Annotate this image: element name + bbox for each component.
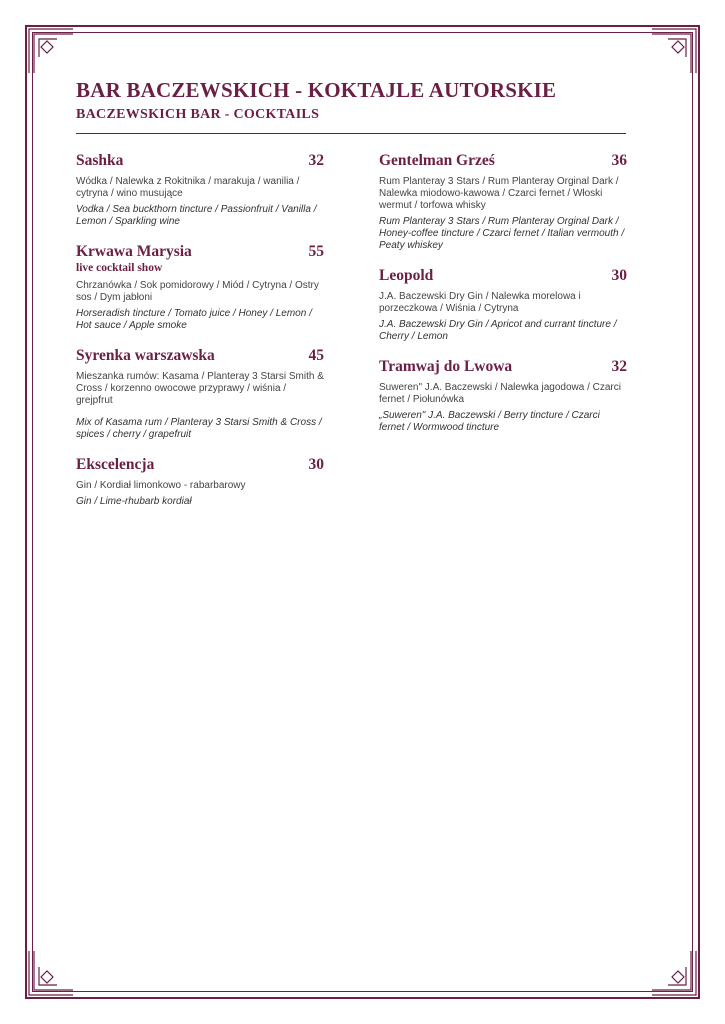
corner-ornament-icon: [650, 27, 698, 75]
item-price: 36: [611, 152, 627, 169]
header-divider: [76, 133, 626, 134]
item-ingredients-en: Horseradish tincture / Tomato juice / Honey / Lemon / Hot sauce / Apple smoke: [76, 308, 312, 331]
item-ingredients-en: Vodka / Sea buckthorn tincture / Passionfruit / Vanilla / Lemon / Sparkling wine: [76, 204, 317, 227]
menu-item: [76, 152, 324, 228]
item-ingredients-pl: Suweren" J.A. Baczewski / Nalewka jagodowa / Czarci fernet / Piołunówka: [379, 382, 621, 405]
item-price: 55: [308, 243, 324, 260]
corner-ornament-icon: [27, 949, 75, 997]
menu-item: [76, 347, 324, 441]
menu-item: [76, 456, 324, 508]
item-name: Syrenka warszawska: [76, 347, 215, 364]
item-name: Ekscelencja: [76, 456, 155, 473]
menu-item: [379, 267, 627, 343]
page-subtitle: BACZEWSKICH BAR - COCKTAILS: [76, 107, 320, 122]
item-ingredients-en: „Suweren" J.A. Baczewski / Berry tincture / Czarci fernet / Wormwood tincture: [379, 410, 600, 433]
menu-header: [76, 78, 636, 123]
item-price: 32: [611, 358, 627, 375]
menu-item: [379, 358, 627, 434]
menu-column-right: [379, 152, 627, 449]
item-ingredients-pl: Rum Planteray 3 Stars / Rum Planteray Orginal Dark / Nalewka miodowo-kawowa / Czarci fernet / Włoski wermut / torfowa whisky: [379, 176, 619, 211]
item-ingredients-pl: Gin / Kordiał limonkowo - rabarbarowy: [76, 480, 246, 491]
menu-item: [379, 152, 627, 252]
item-ingredients-en: Rum Planteray 3 Stars / Rum Planteray Orginal Dark / Honey-coffee tincture / Czarci fernet / Italian vermouth / Peaty whiskey: [379, 216, 625, 251]
item-name: Tramwaj do Lwowa: [379, 358, 513, 375]
item-name: Gentelman Grześ: [379, 152, 495, 169]
item-ingredients-pl: Wódka / Nalewka z Rokitnika / marakuja / wanilia / cytryna / wino musujące: [76, 176, 300, 199]
item-ingredients-pl: J.A. Baczewski Dry Gin / Nalewka morelowa i porzeczkowa / Wiśnia / Cytryna: [379, 291, 581, 314]
corner-ornament-icon: [27, 27, 75, 75]
item-ingredients-en: Gin / Lime-rhubarb kordiał: [76, 496, 192, 507]
item-name: Sashka: [76, 152, 124, 169]
item-price: 45: [308, 347, 324, 364]
page-title: BAR BACZEWSKICH - KOKTAJLE AUTORSKIE: [76, 78, 557, 102]
item-price: 32: [308, 152, 324, 169]
item-ingredients-en: Mix of Kasama rum / Planteray 3 Starsi Smith & Cross / spices / cherry / grapefruit: [76, 417, 322, 440]
menu-column-left: [76, 152, 324, 523]
menu-item: [76, 243, 324, 332]
item-price: 30: [611, 267, 627, 284]
item-ingredients-pl: Mieszanka rumów: Kasama / Planteray 3 Starsi Smith & Cross / korzenno owocowe przyprawy / wiśnia / grejpfrut: [76, 371, 324, 406]
item-note: live cocktail show: [76, 262, 163, 274]
corner-ornament-icon: [650, 949, 698, 997]
item-price: 30: [308, 456, 324, 473]
item-ingredients-en: J.A. Baczewski Dry Gin / Apricot and currant tincture / Cherry / Lemon: [379, 319, 617, 342]
item-name: Krwawa Marysia: [76, 243, 192, 260]
item-ingredients-pl: Chrzanówka / Sok pomidorowy / Miód / Cytryna / Ostry sos / Dym jabłoni: [76, 280, 319, 303]
item-name: Leopold: [379, 267, 434, 284]
